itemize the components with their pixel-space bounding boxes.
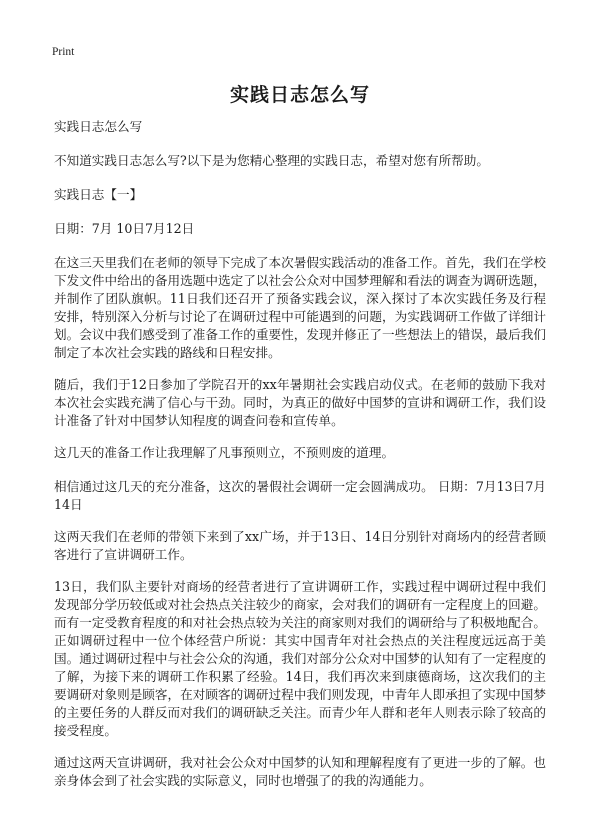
body-paragraph: 在这三天里我们在老师的领导下完成了本次暑假实践活动的准备工作。首先，我们在学校下发文件中给出的备用选题中选定了以社会公众对中国梦理解和看法的调查为调研选题，并制作了团队旗帜。11日我们还召开了预备实践会议，深入探讨了本次实践任务及行程安排，特别深入分析与讨论了在调研过程中可能遇到的问题，为实践调研工作做了详细计划。会议中我们感受到了准备工作的重要性，发现并修正了一些想法上的错误，最后我们制定了本次社会实践的路线和日程安排。 — [54, 255, 546, 360]
body-paragraph: 通过这两天宣讲调研，我对社会公众对中国梦的认知和理解程度有了更进一步的了解。也亲身体会到了社会实践的实际意义，同时也增强了的我的沟通能力。 — [54, 755, 546, 788]
subtitle-paragraph: 实践日志怎么写 — [54, 119, 143, 134]
intro-paragraph: 不知道实践日志怎么写?以下是为您精心整理的实践日志，希望对您有所帮助。 — [54, 153, 489, 168]
body-paragraph: 这几天的准备工作让我理解了凡事预则立，不预则废的道理。 — [54, 445, 395, 460]
document-body — [54, 118, 546, 804]
page-title: 实践日志怎么写 — [229, 84, 370, 106]
print-link[interactable]: Print — [52, 46, 75, 58]
body-paragraph: 这两天我们在老师的带领下来到了xx广场，并于13日、14日分别针对商场内的经营者顾客进行了宣讲调研工作。 — [54, 529, 546, 562]
date-line: 日期：7月 10日7月12日 — [54, 221, 195, 236]
body-paragraph: 13日，我们队主要针对商场的经营者进行了宣讲调研工作，实践过程中调研过程中我们发现部分学历较低或对社会热点关注较少的商家，会对我们的调研有一定程度上的回避。而有一定受教育程度的和对社会热点较为关注的商家则对我们的调研给与了积极地配合。正如调研过程中一位个体经营户所说：其实中国青年对社会热点的关注程度远远高于美国。通过调研过程中与社会公众的沟通，我们对部分公众对中国梦的认知有了一定程度的了解，为接下来的调研工作积累了经验。14日，我们再次来到康德商场，这次我们的主要调研对象则是顾客，在对顾客的调研过程中我们则发现，中青年人即承担了实现中国梦的主要任务的人群反而对我们的调研缺乏关注。而青少年人群和老年人则表示除了较高的接受程度。 — [54, 579, 546, 738]
body-paragraph: 相信通过这几天的充分准备，这次的暑假社会调研一定会圆满成功。 日期：7月13日7月14日 — [54, 479, 546, 512]
section-heading: 实践日志【一】 — [54, 187, 143, 202]
body-paragraph: 随后，我们于12日参加了学院召开的xx年暑期社会实践启动仪式。在老师的鼓励下我对本次社会实践充满了信心与干劲。同时，为真正的做好中国梦的宣讲和调研工作，我们设计准备了针对中国梦认知程度的调查问卷和宣传单。 — [54, 377, 546, 428]
